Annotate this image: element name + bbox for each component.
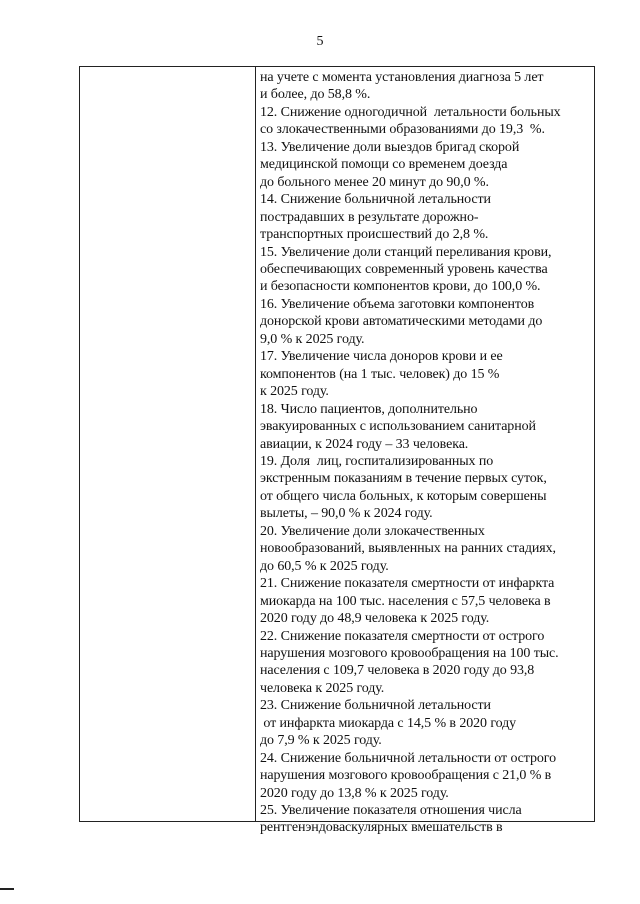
text-line: 2020 году до 48,9 человека к 2025 году.: [260, 611, 490, 627]
text-line: транспортных происшествий до 2,8 %.: [260, 227, 489, 243]
text-line: человека к 2025 году.: [260, 680, 385, 696]
text-line: 9,0 % к 2025 году.: [260, 331, 365, 347]
text-line: миокарда на 100 тыс. населения с 57,5 человека в: [260, 593, 551, 609]
text-line: 25. Увеличение показателя отношения числа: [260, 803, 522, 819]
text-line: 19. Доля лиц, госпитализированных по: [260, 453, 494, 469]
text-line: нарушения мозгового кровообращения на 100 тыс.: [260, 645, 559, 661]
page-number: 5: [316, 34, 324, 49]
text-line: рентгенэндоваскулярных вмешательств в: [260, 820, 503, 836]
text-line: 12. Снижение одногодичной летальности больных: [260, 104, 561, 120]
margin-mark: [0, 888, 14, 890]
text-line: и более, до 58,8 %.: [260, 87, 371, 103]
text-line: 2020 году до 13,8 % к 2025 году.: [260, 785, 449, 801]
text-line: 15. Увеличение доли станций переливания крови,: [260, 244, 552, 260]
text-line: 16. Увеличение объема заготовки компонентов: [260, 296, 535, 312]
text-line: и безопасности компонентов крови, до 100,0 %.: [260, 279, 541, 295]
table-right-cell: [256, 67, 594, 836]
text-line: 23. Снижение больничной летальности: [260, 698, 491, 714]
text-line: нарушения мозгового кровообращения с 21,0 % в: [260, 768, 552, 784]
text-line: до больного менее 20 минут до 90,0 %.: [260, 174, 489, 190]
text-line: 22. Снижение показателя смертности от острого: [260, 628, 545, 644]
text-line: 17. Увеличение числа доноров крови и ее: [260, 349, 503, 365]
text-line: вылеты, – 90,0 % к 2024 году.: [260, 506, 433, 522]
text-line: экстренным показаниям в течение первых суток,: [260, 471, 547, 487]
text-line: обеспечивающих современный уровень качества: [260, 261, 548, 277]
table-left-cell: [80, 67, 256, 821]
text-line: эвакуированных с использованием санитарной: [260, 419, 536, 435]
text-line: к 2025 году.: [260, 384, 329, 400]
text-line: от инфаркта миокарда с 14,5 % в 2020 году: [260, 715, 517, 731]
text-line: населения с 109,7 человека в 2020 году до 93,8: [260, 663, 535, 679]
text-line: донорской крови автоматическими методами до: [260, 314, 543, 330]
text-line: до 7,9 % к 2025 году.: [260, 733, 382, 749]
text-line: компонентов (на 1 тыс. человек) до 15 %: [260, 366, 500, 382]
text-line: 20. Увеличение доли злокачественных: [260, 523, 485, 539]
text-line: 14. Снижение больничной летальности: [260, 192, 491, 208]
text-line: медицинской помощи со временем доезда: [260, 157, 508, 173]
text-line: до 60,5 % к 2025 году.: [260, 558, 389, 574]
text-line: 24. Снижение больничной летальности от острого: [260, 750, 556, 766]
text-line: пострадавших в результате дорожно-: [260, 209, 479, 225]
text-line: 13. Увеличение доли выездов бригад скорой: [260, 139, 520, 155]
text-line: на учете с момента установления диагноза 5 лет: [260, 70, 544, 85]
text-line: 18. Число пациентов, дополнительно: [260, 401, 478, 417]
text-line: новообразований, выявленных на ранних стадиях,: [260, 541, 556, 557]
text-line: со злокачественными образованиями до 19,3 %.: [260, 122, 545, 138]
text-line: авиации, к 2024 году – 33 человека.: [260, 436, 469, 452]
text-line: от общего числа больных, к которым совершены: [260, 488, 547, 504]
text-line: 21. Снижение показателя смертности от инфаркта: [260, 576, 555, 592]
document-table: [79, 66, 595, 836]
